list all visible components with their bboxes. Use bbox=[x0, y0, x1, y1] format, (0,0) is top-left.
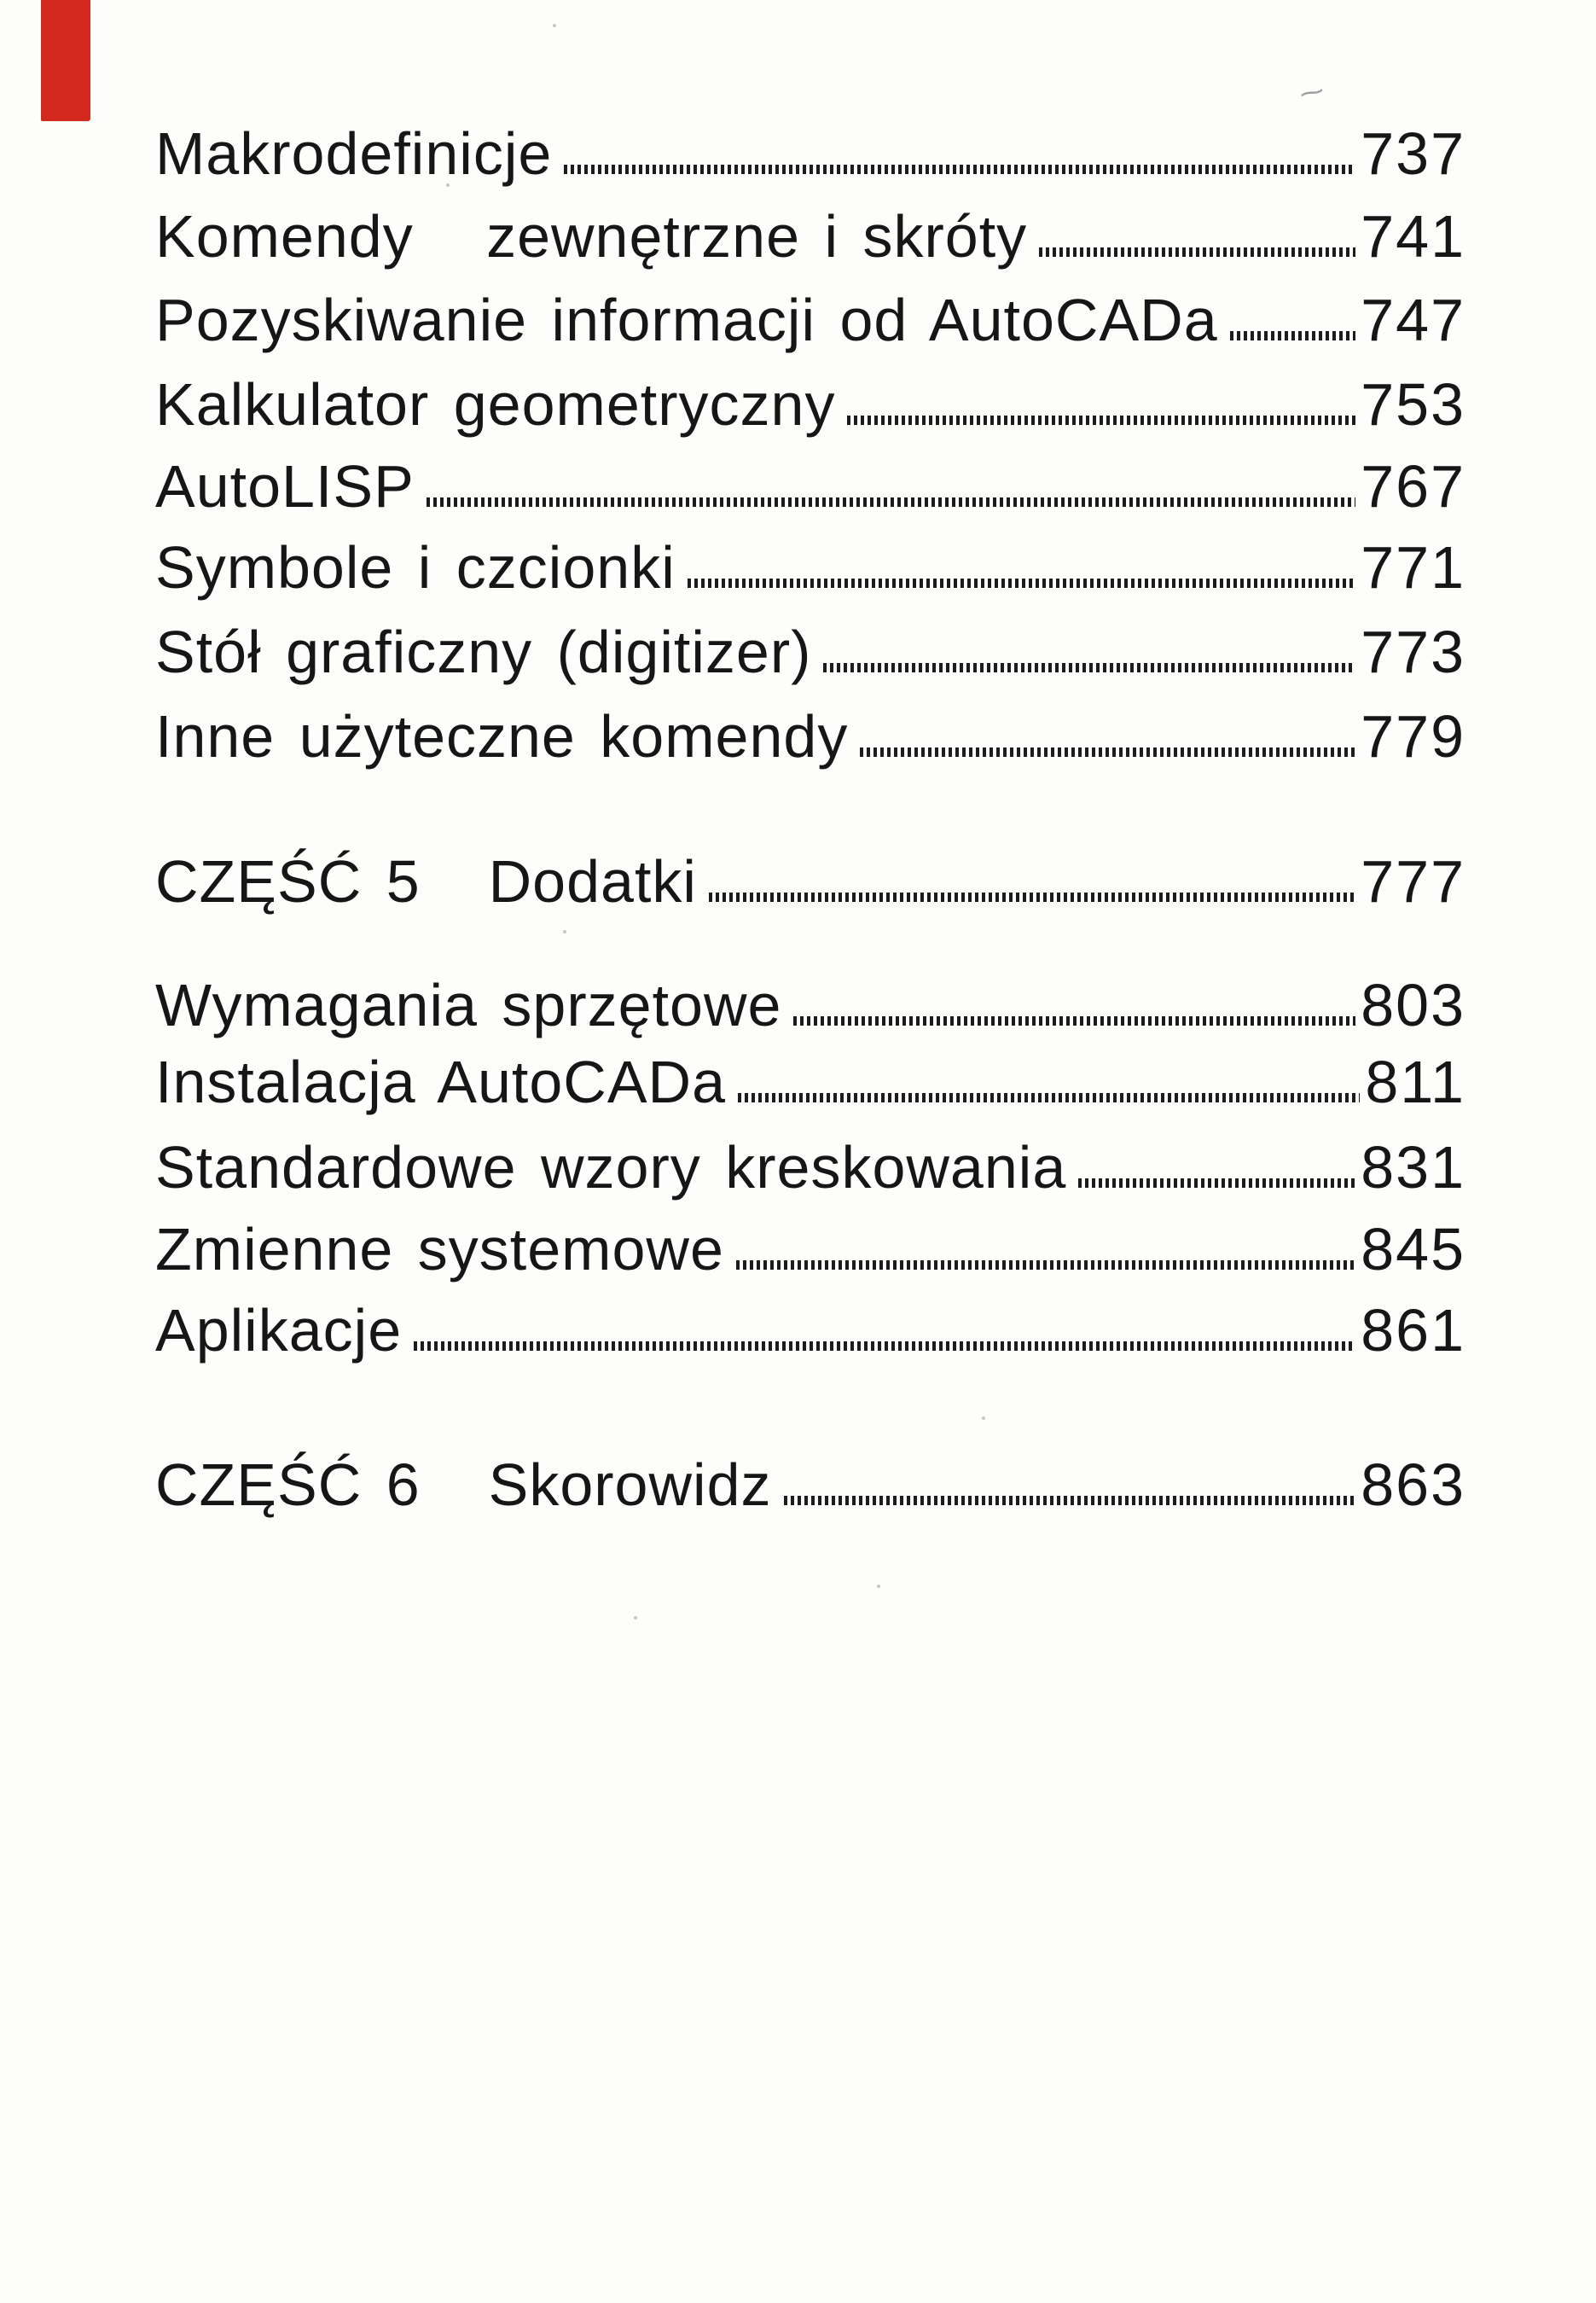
page-number: 803 bbox=[1361, 972, 1465, 1038]
toc-entry bbox=[155, 529, 1465, 606]
page-number: 753 bbox=[1361, 371, 1465, 438]
toc-entry-label: Standardowe wzory kreskowania bbox=[155, 1134, 1067, 1201]
toc-entry bbox=[155, 1292, 1465, 1369]
page-number: 737 bbox=[1361, 120, 1465, 187]
scan-speck bbox=[982, 1416, 985, 1420]
page-number: 771 bbox=[1361, 534, 1465, 601]
part-label: CZĘŚĆ 6 bbox=[155, 1451, 421, 1518]
dot-leader bbox=[1230, 331, 1356, 340]
dot-leader bbox=[738, 1093, 1360, 1102]
toc-entry bbox=[155, 614, 1465, 690]
toc-entry bbox=[155, 115, 1465, 192]
dot-leader bbox=[688, 579, 1355, 588]
page-number: 773 bbox=[1361, 619, 1465, 685]
page-number: 811 bbox=[1365, 1049, 1465, 1115]
toc-entry bbox=[155, 1129, 1465, 1206]
page-number: 767 bbox=[1361, 453, 1465, 520]
part-title: Dodatki bbox=[488, 848, 697, 915]
toc-entry-label: AutoLISP bbox=[155, 453, 415, 520]
toc-entry-label: Makrodefinicje bbox=[155, 120, 553, 187]
toc-entry-label: Wymagania sprzętowe bbox=[155, 972, 782, 1038]
part-heading-row bbox=[155, 843, 1465, 920]
scan-speck bbox=[553, 24, 556, 27]
dot-leader bbox=[427, 497, 1355, 507]
toc-entry-label: Pozyskiwanie informacji od AutoCADa bbox=[155, 287, 1218, 353]
toc-entry-label: Instalacja AutoCADa bbox=[155, 1049, 727, 1115]
dot-leader bbox=[414, 1341, 1355, 1351]
dot-leader bbox=[564, 165, 1355, 174]
toc-entry bbox=[155, 282, 1465, 358]
page-number: 831 bbox=[1361, 1134, 1465, 1201]
dot-leader bbox=[847, 416, 1355, 425]
scan-speck bbox=[877, 1585, 880, 1588]
page-number: 845 bbox=[1361, 1216, 1465, 1282]
dot-leader bbox=[860, 747, 1355, 757]
toc-entry bbox=[155, 366, 1465, 443]
dot-leader bbox=[1039, 247, 1355, 257]
toc-entry-label: Inne użyteczne komendy bbox=[155, 703, 849, 770]
scan-squiggle-artifact: ~ bbox=[1295, 73, 1328, 113]
dot-leader bbox=[1078, 1178, 1355, 1188]
page-number: 747 bbox=[1361, 287, 1465, 353]
toc-entry-label: Stół graficzny (digitizer) bbox=[155, 619, 812, 685]
scan-speck bbox=[634, 1616, 637, 1620]
part-label: CZĘŚĆ 5 bbox=[155, 848, 421, 915]
toc-entry-label: Zmienne systemowe bbox=[155, 1216, 724, 1282]
scan-speck bbox=[563, 930, 566, 933]
dot-leader bbox=[709, 893, 1355, 902]
toc-entry bbox=[155, 198, 1465, 275]
page-number: 741 bbox=[1361, 203, 1465, 270]
toc-entry bbox=[155, 967, 1465, 1044]
dot-leader bbox=[784, 1496, 1356, 1505]
toc-entry bbox=[155, 1044, 1465, 1120]
part-heading-row bbox=[155, 1446, 1465, 1523]
toc-entry bbox=[155, 448, 1465, 525]
red-ink-mark bbox=[41, 0, 90, 121]
toc-entry-label: Kalkulator geometryczny bbox=[155, 371, 836, 438]
dot-leader bbox=[823, 663, 1355, 672]
dot-leader bbox=[793, 1016, 1355, 1026]
toc-entry bbox=[155, 1211, 1465, 1288]
toc-entry bbox=[155, 698, 1465, 775]
page-number: 777 bbox=[1361, 848, 1465, 915]
toc-entry-label: Aplikacje bbox=[155, 1297, 403, 1364]
page-number: 863 bbox=[1361, 1451, 1465, 1518]
toc-entry-label: Symbole i czcionki bbox=[155, 534, 676, 601]
page-number: 861 bbox=[1361, 1297, 1465, 1364]
part-title: Skorowidz bbox=[488, 1451, 772, 1518]
dot-leader bbox=[736, 1260, 1355, 1270]
toc-entry-label: Komendy zewnętrzne i skróty bbox=[155, 203, 1028, 270]
page-number: 779 bbox=[1361, 703, 1465, 770]
